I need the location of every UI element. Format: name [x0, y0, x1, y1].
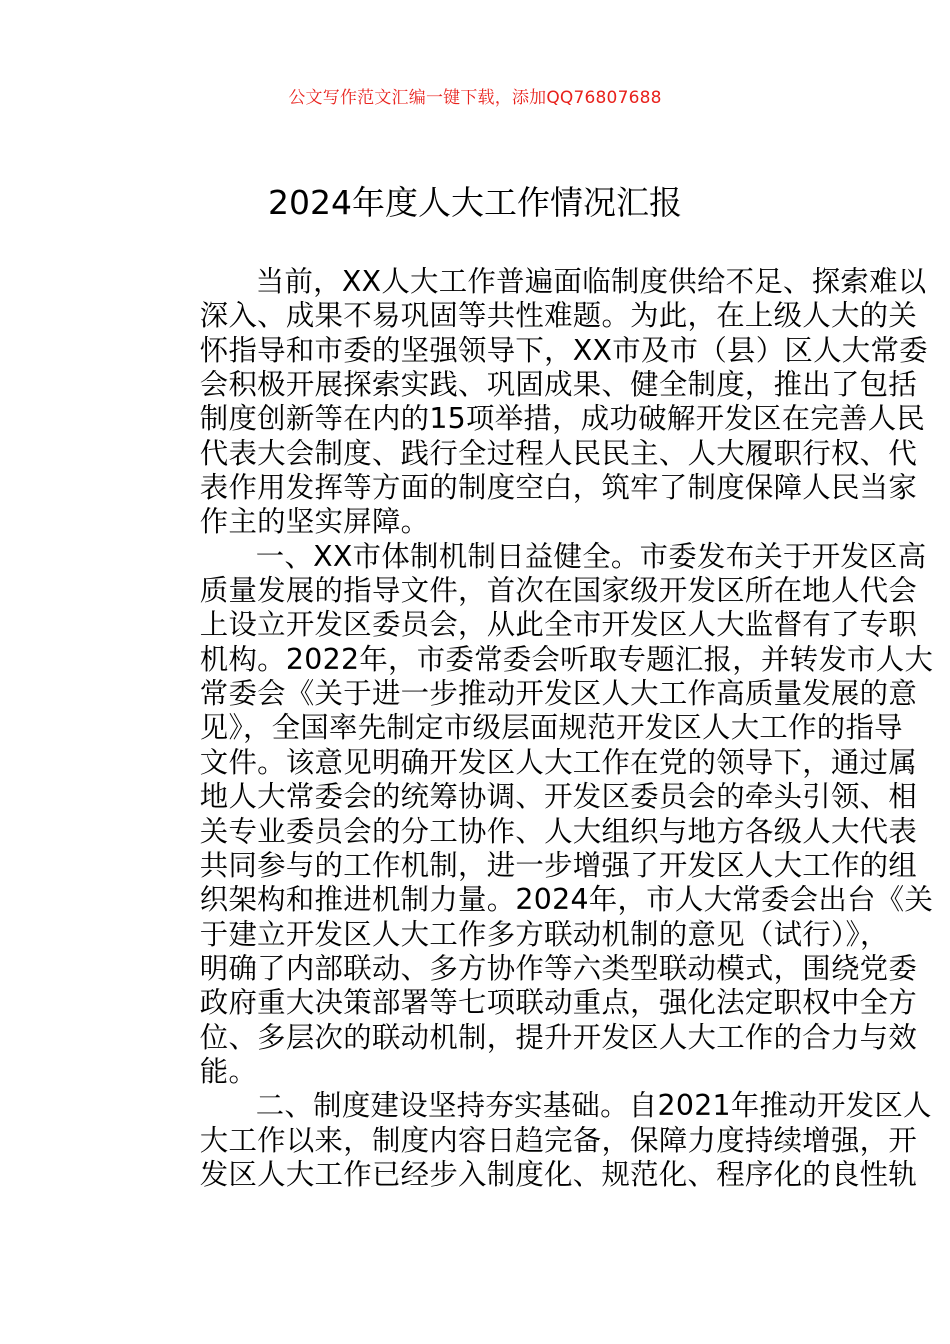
- text-line: 质量发展的指导文件，首次在国家级开发区所在地人代会: [199, 574, 918, 608]
- text-line: 作主的坚实屏障。: [199, 505, 430, 539]
- text-line: 会积极开展探索实践、巩固成果、健全制度，推出了包括: [199, 368, 918, 402]
- text-line: 深入、成果不易巩固等共性难题。为此，在上级人大的关: [199, 299, 918, 333]
- section-heading-line: 二、制度建设坚持夯实基础。自2021年推动开发区人: [255, 1089, 932, 1123]
- text-line: 政府重大决策部署等七项联动重点，强化法定职权中全方: [199, 986, 918, 1020]
- text-line: 上设立开发区委员会，从此全市开发区人大监督有了专职: [199, 608, 918, 642]
- document-body: [143, 265, 934, 1192]
- text-line: 机构。2022年，市委常委会听取专题汇报，并转发市人大: [199, 642, 934, 676]
- text-line: 织架构和推进机制力量。2024年，市人大常委会出台《关: [199, 883, 934, 917]
- paragraph-section-two: [143, 1089, 932, 1192]
- text-line: 文件。该意见明确开发区人大工作在党的领导下，通过属: [199, 745, 918, 779]
- section-heading-line: 一、XX市体制机制日益健全。市委发布关于开发区高: [255, 539, 927, 573]
- text-line: 能。: [199, 1054, 258, 1088]
- paragraph-intro: [143, 265, 928, 540]
- promo-header-note: 公文写作范文汇编一键下载，添加QQ76807688: [288, 88, 662, 108]
- document-title: 2024年度人大工作情况汇报: [268, 183, 682, 222]
- text-line: 明确了内部联动、多方协作等六类型联动模式，围绕党委: [199, 951, 918, 985]
- text-line: 怀指导和市委的坚强领导下，XX市及市（县）区人大常委: [199, 333, 928, 367]
- text-line: 制度创新等在内的15项举措，成功破解开发区在完善人民: [199, 402, 926, 436]
- text-line: 表作用发挥等方面的制度空白，筑牢了制度保障人民当家: [199, 471, 918, 505]
- text-line: 大工作以来，制度内容日趋完备，保障力度持续增强，开: [199, 1123, 918, 1157]
- text-line: 代表大会制度、践行全过程人民民主、人大履职行权、代: [199, 436, 918, 470]
- text-line: 见》，全国率先制定市级层面规范开发区人大工作的指导: [199, 711, 903, 745]
- text-line: 地人大常委会的统筹协调、开发区委员会的牵头引领、相: [199, 780, 918, 814]
- text-line: 共同参与的工作机制，进一步增强了开发区人大工作的组: [199, 848, 918, 882]
- text-line: 发区人大工作已经步入制度化、规范化、程序化的良性轨: [199, 1157, 918, 1191]
- text-line: 常委会《关于进一步推动开发区人大工作高质量发展的意: [199, 677, 918, 711]
- text-line: 位、多层次的联动机制，提升开发区人大工作的合力与效: [199, 1020, 918, 1054]
- paragraph-section-one: [143, 539, 934, 1090]
- text-line: 关专业委员会的分工协作、人大组织与地方各级人大代表: [199, 814, 918, 848]
- text-line: 当前，XX人大工作普遍面临制度供给不足、探索难以: [255, 265, 927, 298]
- text-line: 于建立开发区人大工作多方联动机制的意见（试行）》，: [199, 917, 889, 951]
